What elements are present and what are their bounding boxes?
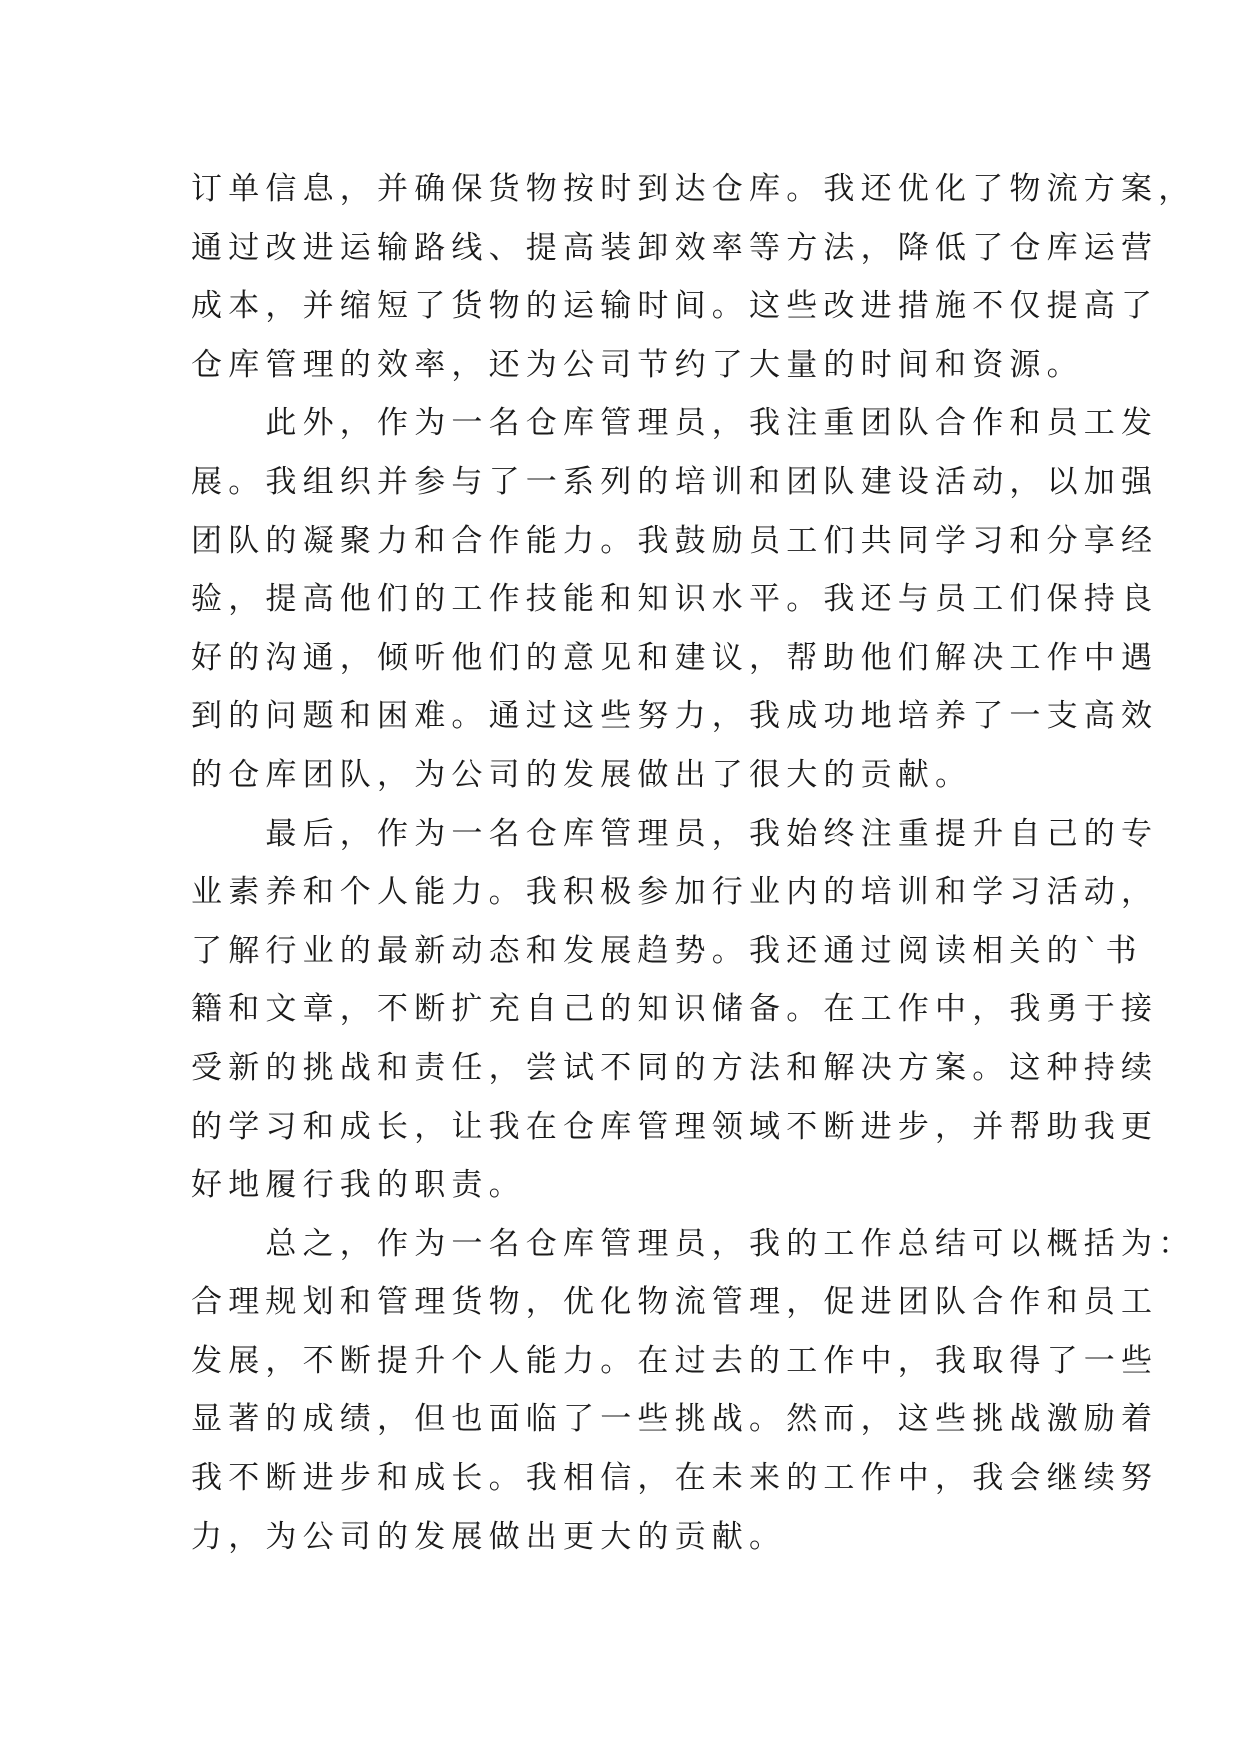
text-line: 到的问题和困难。通过这些努力，我成功地培养了一支高效 xyxy=(191,698,1159,735)
text-line: 业素养和个人能力。我积极参加行业内的培训和学习活动， xyxy=(191,874,1159,911)
text-line: 合理规划和管理货物，优化物流管理，促进团队合作和员工 xyxy=(191,1284,1159,1321)
text-line: 展。我组织并参与了一系列的培训和团队建设活动，以加强 xyxy=(191,463,1159,500)
text-line: 了解行业的最新动态和发展趋势。我还通过阅读相关的`书 xyxy=(191,932,1143,969)
text-line: 验，提高他们的工作技能和知识水平。我还与员工们保持良 xyxy=(191,581,1159,618)
text-line: 我不断进步和成长。我相信，在未来的工作中，我会继续努 xyxy=(191,1460,1159,1497)
text-line: 的仓库团队，为公司的发展做出了很大的贡献。 xyxy=(191,756,973,793)
document-body xyxy=(191,160,1196,1566)
text-line: 成本，并缩短了货物的运输时间。这些改进措施不仅提高了 xyxy=(191,288,1159,325)
text-line: 好地履行我的职责。 xyxy=(191,1167,526,1204)
text-line: 籍和文章，不断扩充自己的知识储备。在工作中，我勇于接 xyxy=(191,991,1159,1028)
text-line: 受新的挑战和责任，尝试不同的方法和解决方案。这种持续 xyxy=(191,1049,1159,1086)
text-line: 团队的凝聚力和合作能力。我鼓励员工们共同学习和分享经 xyxy=(191,522,1159,559)
text-line: 此外，作为一名仓库管理员，我注重团队合作和员工发 xyxy=(191,405,1159,442)
text-line: 好的沟通，倾听他们的意见和建议，帮助他们解决工作中遇 xyxy=(191,639,1159,676)
text-line: 显著的成绩，但也面临了一些挑战。然而，这些挑战激励着 xyxy=(191,1401,1159,1438)
text-line: 最后，作为一名仓库管理员，我始终注重提升自己的专 xyxy=(191,815,1159,852)
text-line: 的学习和成长，让我在仓库管理领域不断进步，并帮助我更 xyxy=(191,1108,1159,1145)
text-line: 力，为公司的发展做出更大的贡献。 xyxy=(191,1518,787,1555)
text-line: 发展，不断提升个人能力。在过去的工作中，我取得了一些 xyxy=(191,1342,1159,1379)
text-line: 通过改进运输路线、提高装卸效率等方法，降低了仓库运营 xyxy=(191,229,1159,266)
text-line: 总之，作为一名仓库管理员，我的工作总结可以概括为： xyxy=(191,1225,1196,1262)
text-line: 订单信息，并确保货物按时到达仓库。我还优化了物流方案， xyxy=(191,171,1196,207)
text-line: 仓库管理的效率，还为公司节约了大量的时间和资源。 xyxy=(191,346,1084,383)
